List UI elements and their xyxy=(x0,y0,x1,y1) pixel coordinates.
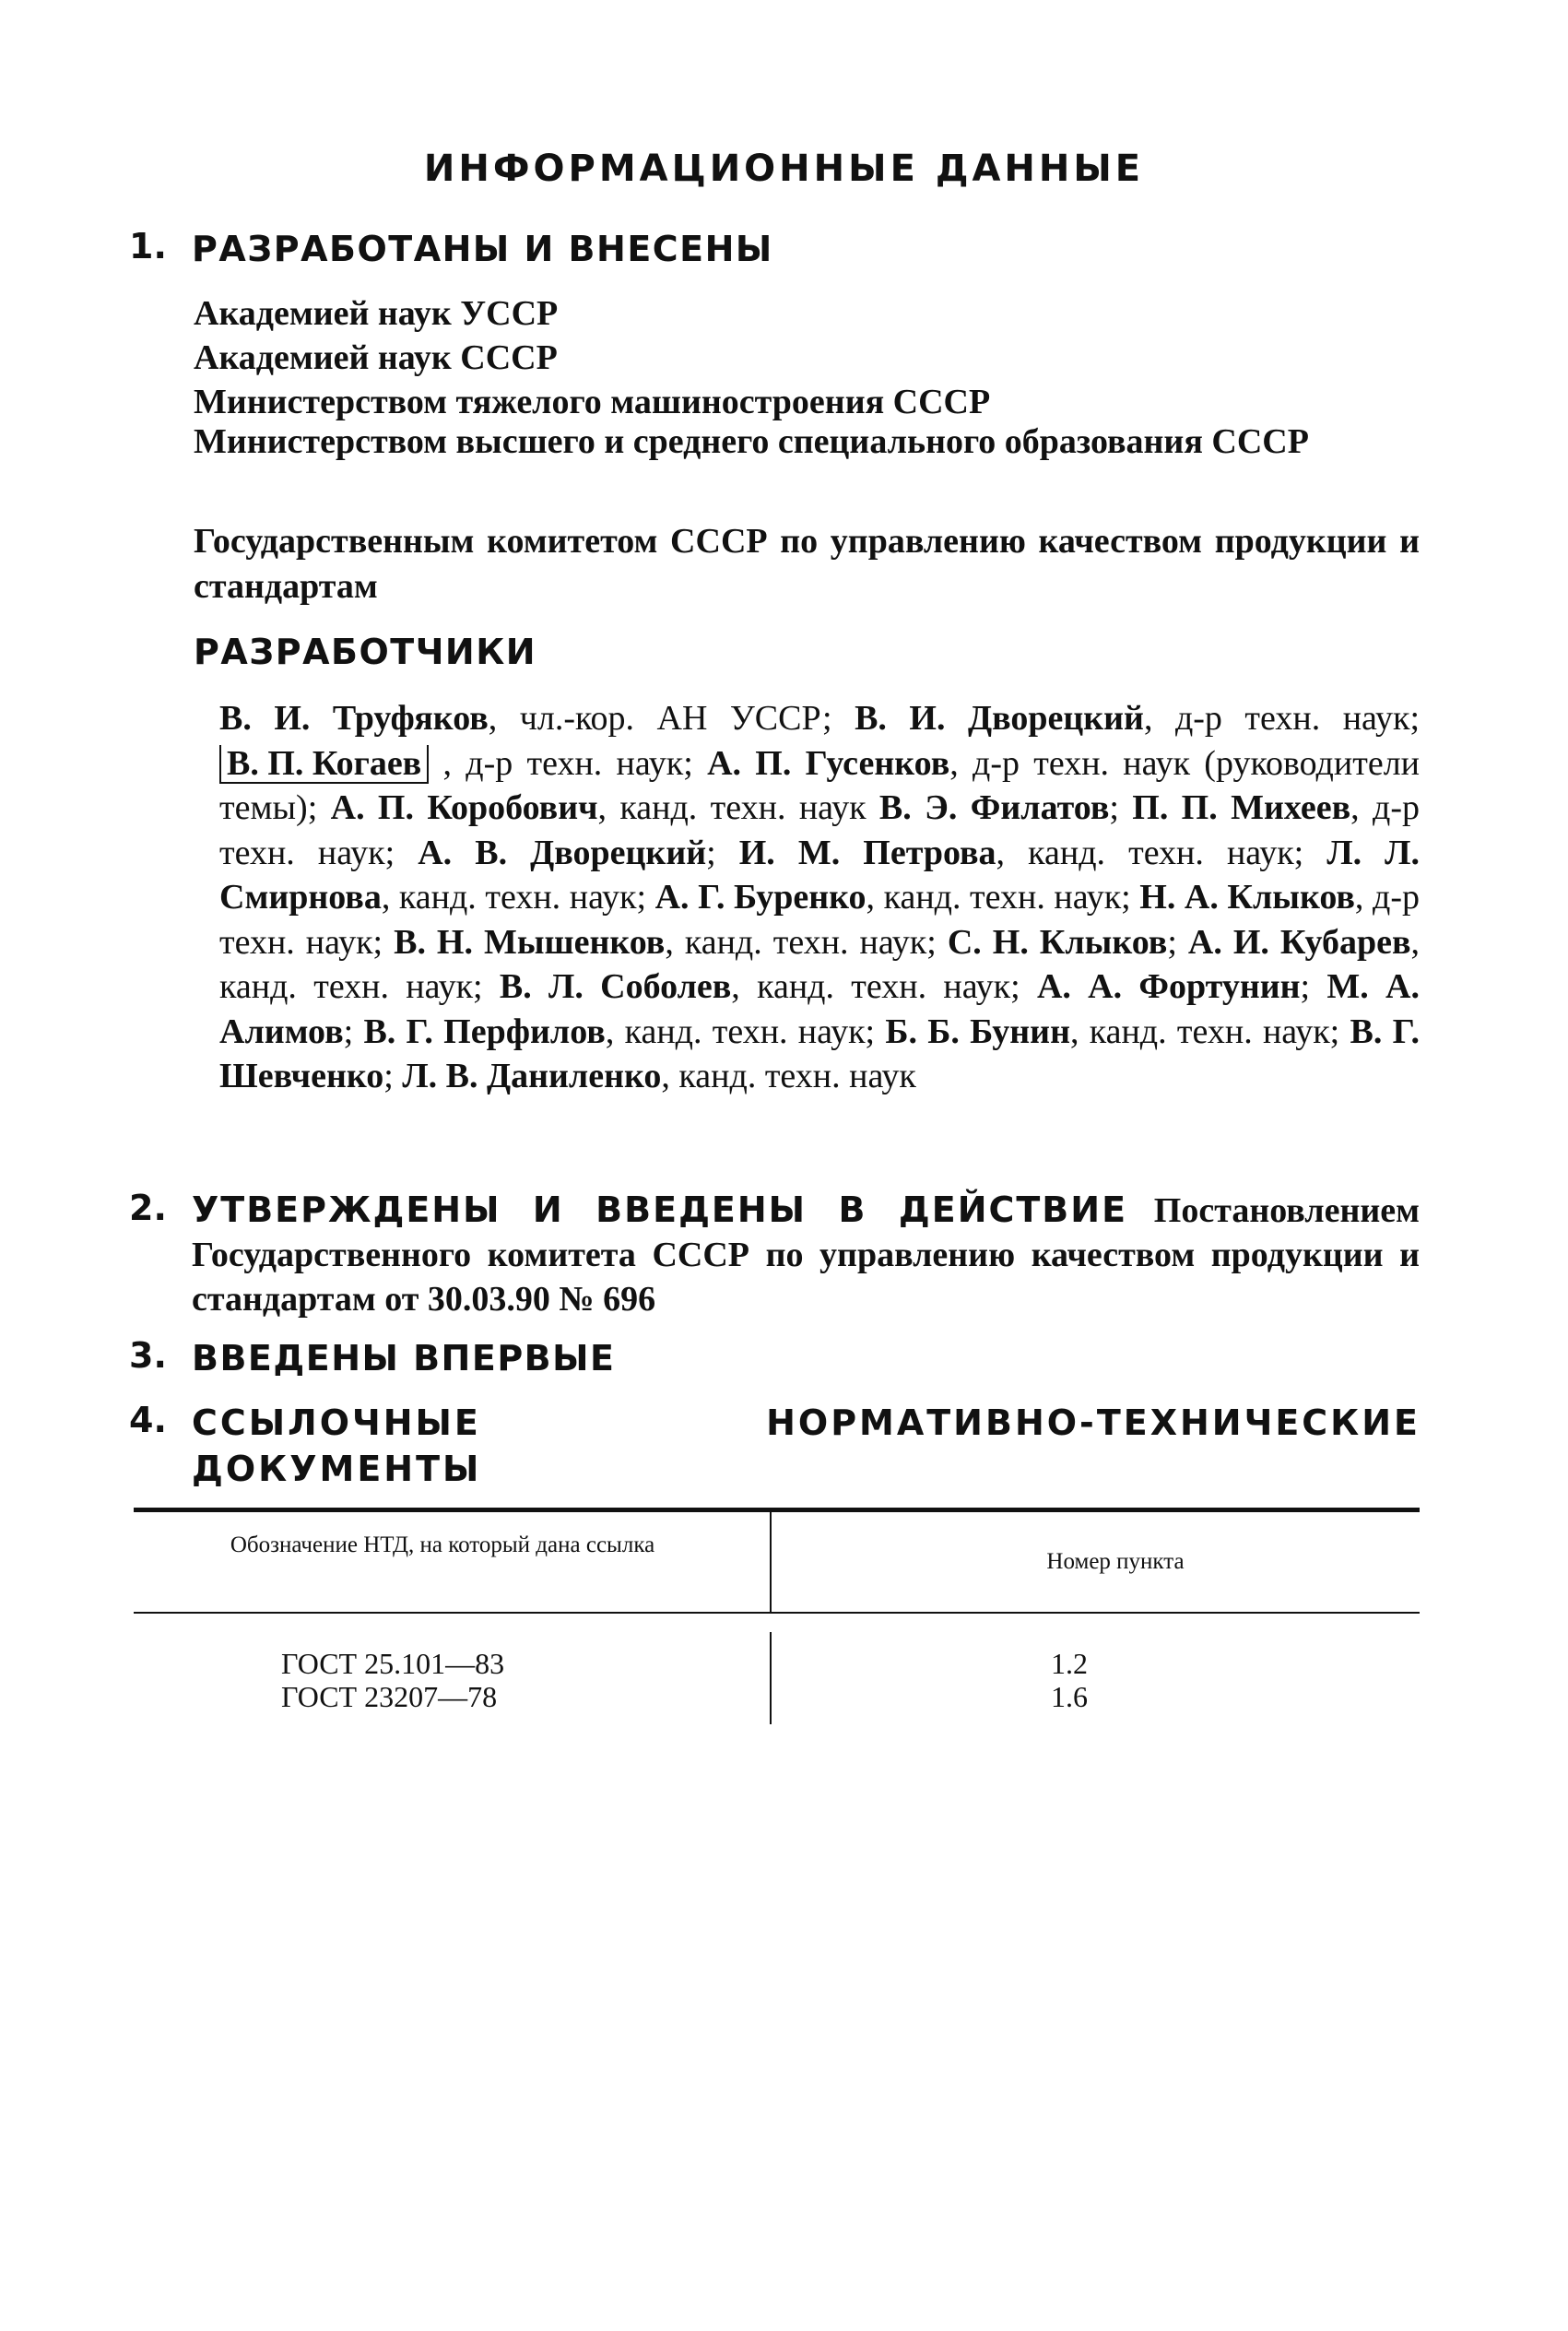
developer-title: , чл.-кор. АН УССР; xyxy=(488,699,855,738)
developer-title: , канд. техн. наук; xyxy=(866,878,1140,917)
table-cell-item: 1.6 xyxy=(1051,1680,1088,1713)
table-cell-doc: ГОСТ 23207—78 xyxy=(281,1680,498,1713)
section-2-paragraph xyxy=(192,1188,1420,1321)
developer-name: Н. А. Клыков xyxy=(1139,878,1355,917)
developer-name: А. П. Коробович xyxy=(330,788,598,827)
table-cell-item: 1.2 xyxy=(1051,1647,1088,1680)
section-1-heading: РАЗРАБОТАНЫ И ВНЕСЕНЫ xyxy=(192,229,773,269)
developer-name: В. Г. Перфилов xyxy=(363,1012,606,1051)
developer-title: , д-р техн. наук; xyxy=(1143,699,1421,738)
developer-title: , канд. техн. наук; xyxy=(605,1012,886,1051)
developer-name: В. Э. Филатов xyxy=(878,788,1110,827)
table-header-doc: Обозначение НТД, на который дана ссылка xyxy=(230,1532,655,1557)
developer-name: А. Г. Буренко xyxy=(654,878,867,917)
developer-title: ; xyxy=(1167,922,1188,962)
developer-name: Л. Л. Смирнова xyxy=(219,833,1420,917)
developer-title: , канд. техн. наук; xyxy=(996,833,1327,872)
organization-item: Министерством высшего и среднего специального образования СССР xyxy=(194,422,1309,461)
developer-name: В. И. Труфяков xyxy=(219,699,489,738)
section-2-text: Постановлением Государственного комитета СССР по управлению качеством продукции и стандартам от 30.03.90 № 696 xyxy=(192,1191,1421,1319)
page-title: ИНФОРМАЦИОННЫЕ ДАННЫЕ xyxy=(423,148,1145,190)
table-header-item: Номер пункта xyxy=(1046,1549,1185,1574)
developer-title: ; xyxy=(383,1057,403,1095)
developer-name: В. Н. Мышенков xyxy=(394,922,666,962)
table-cell-doc: ГОСТ 25.101—83 xyxy=(281,1647,505,1680)
developer-title: , д-р техн. наук (руководители темы); xyxy=(219,743,1421,827)
developer-title: , канд. техн. наук; xyxy=(665,922,948,962)
developer-title: , д-р техн. наук; xyxy=(219,788,1420,872)
section-2-heading: УТВЕРЖДЕНЫ И ВВЕДЕНЫ В ДЕЙСТВИЕ xyxy=(192,1189,1128,1230)
organization-item: Академией наук УССР xyxy=(194,294,559,333)
developer-title: , канд. техн. наук xyxy=(661,1057,916,1095)
section-4-heading: ССЫЛОЧНЫЕ НОРМАТИВНО-ТЕХНИЧЕСКИЕ ДОКУМЕНТЫ xyxy=(192,1402,1421,1489)
developer-name: А. А. Фортунин xyxy=(1036,967,1301,1006)
table-top-rule xyxy=(134,1508,1420,1512)
developer-title: , канд. техн. наук; xyxy=(381,878,655,917)
developer-name: А. В. Дворецкий xyxy=(418,833,707,872)
developer-name: В. Г. Шевченко xyxy=(219,1012,1420,1095)
developer-title: , д-р техн. наук; xyxy=(429,743,708,783)
developer-name: И. М. Петрова xyxy=(738,833,996,872)
organization-item: Академией наук СССР xyxy=(194,338,558,377)
developer-title: , канд. техн. наук; xyxy=(219,922,1421,1006)
organization-item: Министерством тяжелого машиностроения СССР xyxy=(194,383,991,421)
table-header-divider xyxy=(770,1512,772,1612)
section-3-number: 3. xyxy=(129,1335,167,1376)
developer-title: , д-р техн. наук; xyxy=(219,878,1420,962)
developer-name: Л. В. Даниленко xyxy=(402,1057,662,1095)
developer-name: А. И. Кубарев xyxy=(1187,922,1411,962)
developers-heading: РАЗРАБОТЧИКИ xyxy=(194,632,537,672)
developer-name: А. П. Гусенков xyxy=(707,743,950,783)
table-header-rule xyxy=(134,1612,1420,1614)
section-4-number: 4. xyxy=(129,1400,167,1440)
developer-title: , канд. техн. наук xyxy=(597,788,879,827)
developer-title: ; xyxy=(1109,788,1133,827)
section-3-heading: ВВЕДЕНЫ ВПЕРВЫЕ xyxy=(192,1338,616,1378)
committee-text: Государственным комитетом СССР по управлению качеством продукции и стандартам xyxy=(194,522,1420,606)
developer-title: ; xyxy=(343,1012,364,1051)
developer-title: ; xyxy=(1300,967,1327,1006)
table-body-divider xyxy=(770,1632,772,1724)
developer-name: В. Л. Соболев xyxy=(499,967,732,1006)
developer-name: В. И. Дворецкий xyxy=(855,699,1144,738)
developer-title: , канд. техн. наук; xyxy=(731,967,1037,1006)
developer-title: ; xyxy=(706,833,739,872)
developer-name: М. А. Алимов xyxy=(219,967,1421,1051)
developer-title: , канд. техн. наук; xyxy=(1069,1012,1350,1051)
section-1-number: 1. xyxy=(129,226,167,266)
section-2-number: 2. xyxy=(129,1188,167,1228)
developer-name: П. П. Михеев xyxy=(1132,788,1351,827)
developers-list xyxy=(219,696,1420,1099)
developer-name: Б. Б. Бунин xyxy=(885,1012,1070,1051)
developer-name: С. Н. Клыков xyxy=(947,922,1168,962)
developer-name-boxed: В. П. Когаев xyxy=(219,745,429,784)
